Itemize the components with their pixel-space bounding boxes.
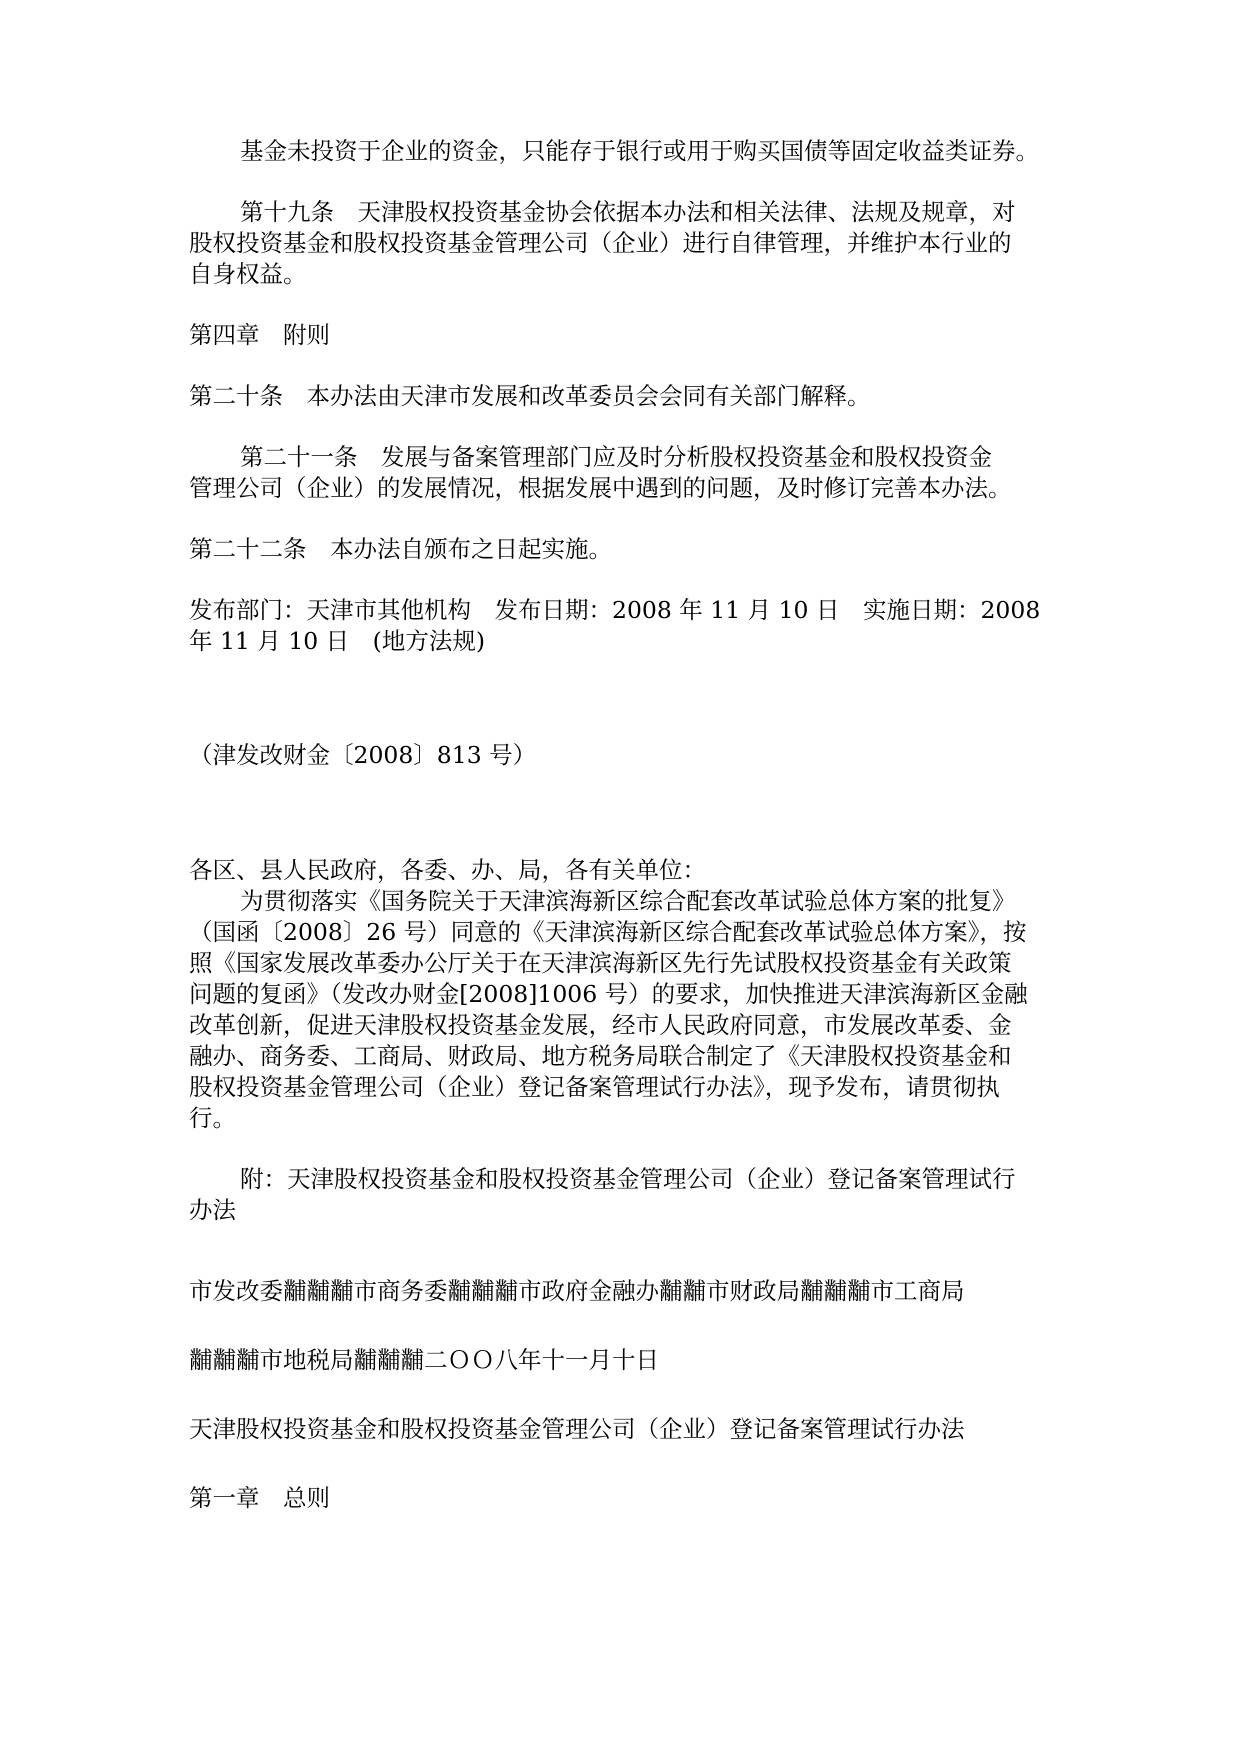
document-number: （津发改财金〔2008〕813 号） <box>189 741 537 769</box>
notice-body-line-1: 为贯彻落实《国务院关于天津滨海新区综合配套改革试验总体方案的批复》 <box>240 887 1016 915</box>
article-21-line-2: 管理公司（企业）的发展情况，根据发展中遇到的问题，及时修订完善本办法。 <box>189 474 1012 502</box>
paragraph-line: 基金未投资于企业的资金，只能存于银行或用于购买国债等固定收益类证券。 <box>240 137 1039 165</box>
chapter-1-heading: 第一章 总则 <box>189 1484 330 1512</box>
issuing-agencies-line-1: 市发改委黼黼黼市商务委黼黼黼市政府金融办黼黼市财政局黼黼黼市工商局 <box>189 1277 965 1305</box>
notice-body-line-6: 融办、商务委、工商局、财政局、地方税务局联合制定了《天津股权投资基金和 <box>189 1042 1012 1070</box>
notice-body-line-5: 改革创新，促进天津股权投资基金发展，经市人民政府同意，市发展改革委、金 <box>189 1011 1012 1039</box>
article-22: 第二十二条 本办法自颁布之日起实施。 <box>189 535 612 563</box>
attachment-line-1: 附：天津股权投资基金和股权投资基金管理公司（企业）登记备案管理试行 <box>240 1165 1016 1193</box>
notice-body-line-3: 照《国家发展改革委办公厅关于在天津滨海新区先行先试股权投资基金有关政策 <box>189 949 1012 977</box>
notice-body-line-7: 股权投资基金管理公司（企业）登记备案管理试行办法》，现予发布，请贯彻执 <box>189 1073 1000 1101</box>
article-19-line-2: 股权投资基金和股权投资基金管理公司（企业）进行自律管理，并维护本行业的 <box>189 229 1012 257</box>
notice-body-line-8: 行。 <box>189 1104 236 1132</box>
article-21-line-1: 第二十一条 发展与备案管理部门应及时分析股权投资基金和股权投资金 <box>240 443 992 471</box>
regulation-title: 天津股权投资基金和股权投资基金管理公司（企业）登记备案管理试行办法 <box>189 1415 965 1443</box>
publication-info-line-1: 发布部门：天津市其他机构 发布日期：2008 年 11 月 10 日 实施日期：2008 <box>189 596 1041 624</box>
chapter-4-heading: 第四章 附则 <box>189 321 330 349</box>
article-19-line-1: 第十九条 天津股权投资基金协会依据本办法和相关法律、法规及规章，对 <box>240 198 1016 226</box>
notice-body-line-4: 问题的复函》（发改办财金[2008]1006 号）的要求，加快推进天津滨海新区金融 <box>189 980 1028 1008</box>
notice-body-line-2: （国函〔2008〕26 号）同意的《天津滨海新区综合配套改革试验总体方案》，按 <box>189 918 1027 946</box>
attachment-line-2: 办法 <box>189 1196 236 1224</box>
addressee: 各区、县人民政府，各委、办、局，各有关单位： <box>189 856 706 884</box>
publication-info-line-2: 年 11 月 10 日 (地方法规) <box>189 627 486 655</box>
article-20: 第二十条 本办法由天津市发展和改革委员会会同有关部门解释。 <box>189 382 871 410</box>
issuing-agencies-line-2: 黼黼黼市地税局黼黼黼二ＯＯ八年十一月十日 <box>189 1346 659 1374</box>
article-19-line-3: 自身权益。 <box>189 260 307 288</box>
